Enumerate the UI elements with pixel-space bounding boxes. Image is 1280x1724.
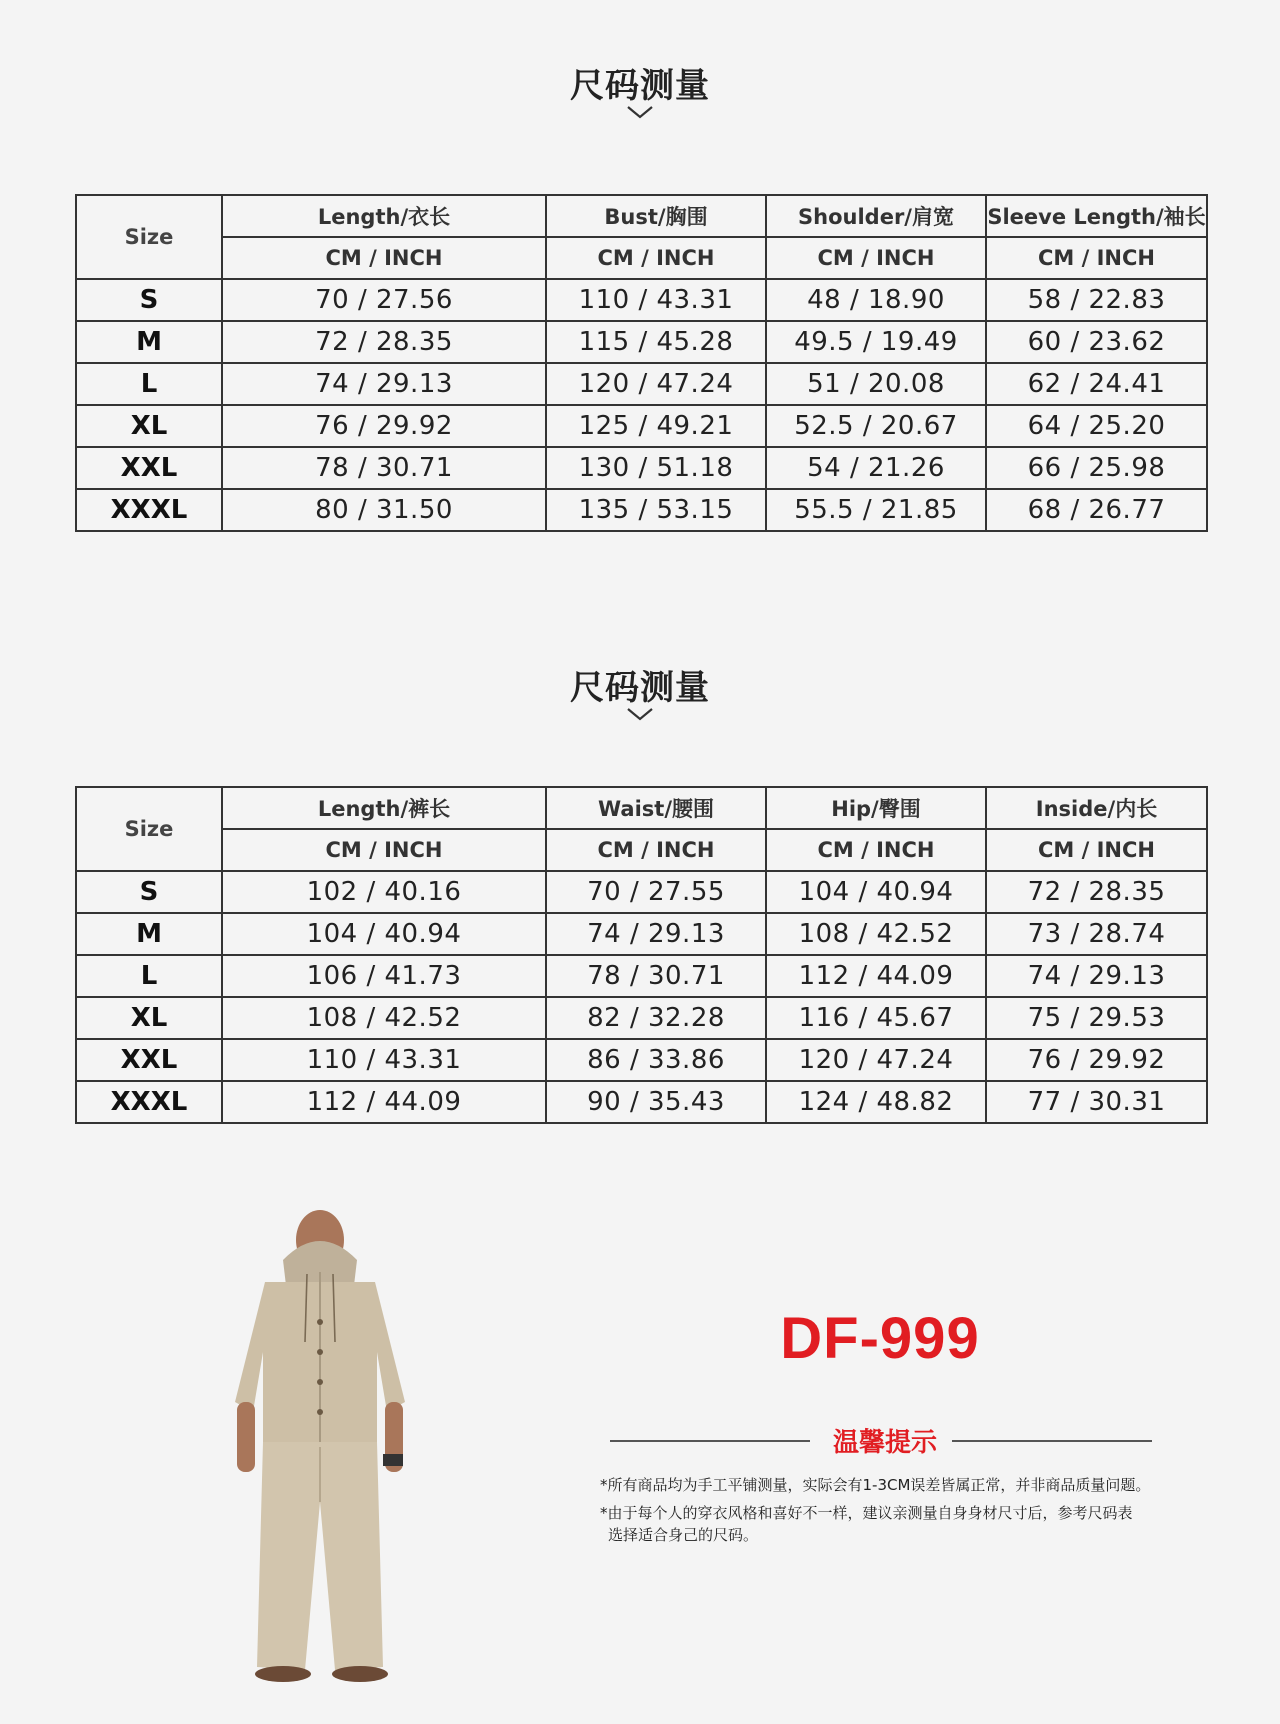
table-row (76, 489, 1207, 531)
table-cell: 112 / 44.09 (222, 1081, 546, 1123)
table-cell: 70 / 27.55 (546, 871, 766, 913)
unit-label: CM / INCH (986, 237, 1207, 279)
divider (952, 1440, 1152, 1442)
table-cell: 54 / 21.26 (766, 447, 986, 489)
table-cell: 58 / 22.83 (986, 279, 1207, 321)
table-cell: 78 / 30.71 (546, 955, 766, 997)
table-cell: 64 / 25.20 (986, 405, 1207, 447)
table-cell: 70 / 27.56 (222, 279, 546, 321)
size-label: XXXL (76, 1081, 222, 1123)
table-cell: 68 / 26.77 (986, 489, 1207, 531)
table-cell: 75 / 29.53 (986, 997, 1207, 1039)
top-size-table (75, 194, 1208, 532)
table-row (76, 1039, 1207, 1081)
table-cell: 49.5 / 19.49 (766, 321, 986, 363)
table-cell: 72 / 28.35 (986, 871, 1207, 913)
table-cell: 106 / 41.73 (222, 955, 546, 997)
unit-row (76, 237, 1207, 279)
table-cell: 73 / 28.74 (986, 913, 1207, 955)
table-cell: 55.5 / 21.85 (766, 489, 986, 531)
unit-label: CM / INCH (546, 237, 766, 279)
unit-label: CM / INCH (766, 237, 986, 279)
top-section-heading: 尺码测量 (570, 66, 710, 106)
table-cell: 82 / 32.28 (546, 997, 766, 1039)
table-cell: 124 / 48.82 (766, 1081, 986, 1123)
model-photo (205, 1202, 435, 1687)
note-text: *所有商品均为手工平铺测量，实际会有1-3CM误差皆属正常，并非商品质量问题。 (600, 1476, 1151, 1494)
size-label: L (76, 955, 222, 997)
table-cell: 104 / 40.94 (766, 871, 986, 913)
size-label: XXXL (76, 489, 222, 531)
table-cell: 104 / 40.94 (222, 913, 546, 955)
size-column-header: Size (76, 195, 222, 279)
column-header: Bust/胸围 (546, 195, 766, 237)
unit-label: CM / INCH (986, 829, 1207, 871)
table-row (76, 279, 1207, 321)
column-header: Length/裤长 (222, 787, 546, 829)
size-label: L (76, 363, 222, 405)
table-cell: 125 / 49.21 (546, 405, 766, 447)
table-row (76, 447, 1207, 489)
table-row (76, 363, 1207, 405)
size-label: XXL (76, 447, 222, 489)
unit-label: CM / INCH (546, 829, 766, 871)
chevron-down-icon (625, 104, 655, 120)
size-label: M (76, 321, 222, 363)
table-cell: 60 / 23.62 (986, 321, 1207, 363)
table-cell: 102 / 40.16 (222, 871, 546, 913)
column-header: Waist/腰围 (546, 787, 766, 829)
table-row (76, 997, 1207, 1039)
table-cell: 112 / 44.09 (766, 955, 986, 997)
table-cell: 130 / 51.18 (546, 447, 766, 489)
unit-label: CM / INCH (766, 829, 986, 871)
table-row (76, 321, 1207, 363)
column-header: Sleeve Length/袖长 (986, 195, 1207, 237)
table-cell: 72 / 28.35 (222, 321, 546, 363)
table-cell: 120 / 47.24 (546, 363, 766, 405)
table-cell: 110 / 43.31 (546, 279, 766, 321)
column-header: Length/衣长 (222, 195, 546, 237)
size-label: XL (76, 997, 222, 1039)
table-cell: 62 / 24.41 (986, 363, 1207, 405)
table-cell: 135 / 53.15 (546, 489, 766, 531)
table-cell: 77 / 30.31 (986, 1081, 1207, 1123)
table-cell: 86 / 33.86 (546, 1039, 766, 1081)
table-cell: 74 / 29.13 (222, 363, 546, 405)
table-cell: 74 / 29.13 (546, 913, 766, 955)
table-cell: 78 / 30.71 (222, 447, 546, 489)
table-cell: 116 / 45.67 (766, 997, 986, 1039)
bottom-size-table (75, 786, 1208, 1124)
table-cell: 74 / 29.13 (986, 955, 1207, 997)
table-cell: 120 / 47.24 (766, 1039, 986, 1081)
note-text: 选择适合身己的尺码。 (608, 1526, 759, 1544)
table-cell: 52.5 / 20.67 (766, 405, 986, 447)
table-cell: 51 / 20.08 (766, 363, 986, 405)
column-header: Hip/臀围 (766, 787, 986, 829)
size-column-header: Size (76, 787, 222, 871)
table-header-row (76, 195, 1207, 237)
size-label: XXL (76, 1039, 222, 1081)
column-header: Shoulder/肩宽 (766, 195, 986, 237)
size-label: S (76, 871, 222, 913)
table-cell: 76 / 29.92 (986, 1039, 1207, 1081)
table-cell: 108 / 42.52 (222, 997, 546, 1039)
table-row (76, 1081, 1207, 1123)
product-code: DF-999 (780, 1306, 980, 1371)
column-header: Inside/内长 (986, 787, 1207, 829)
size-label: S (76, 279, 222, 321)
tips-title: 温馨提示 (832, 1428, 937, 1458)
table-cell: 48 / 18.90 (766, 279, 986, 321)
table-cell: 108 / 42.52 (766, 913, 986, 955)
table-row (76, 955, 1207, 997)
unit-label: CM / INCH (222, 237, 546, 279)
table-cell: 80 / 31.50 (222, 489, 546, 531)
table-cell: 110 / 43.31 (222, 1039, 546, 1081)
size-label: M (76, 913, 222, 955)
bottom-section-heading: 尺码测量 (570, 668, 710, 708)
table-row (76, 871, 1207, 913)
note-text: *由于每个人的穿衣风格和喜好不一样，建议亲测量自身身材尺寸后，参考尺码表 (600, 1504, 1133, 1522)
unit-row (76, 829, 1207, 871)
table-row (76, 405, 1207, 447)
table-cell: 76 / 29.92 (222, 405, 546, 447)
table-cell: 90 / 35.43 (546, 1081, 766, 1123)
table-cell: 66 / 25.98 (986, 447, 1207, 489)
size-label: XL (76, 405, 222, 447)
unit-label: CM / INCH (222, 829, 546, 871)
divider (610, 1440, 810, 1442)
table-cell: 115 / 45.28 (546, 321, 766, 363)
chevron-down-icon (625, 706, 655, 722)
table-row (76, 913, 1207, 955)
table-header-row (76, 787, 1207, 829)
